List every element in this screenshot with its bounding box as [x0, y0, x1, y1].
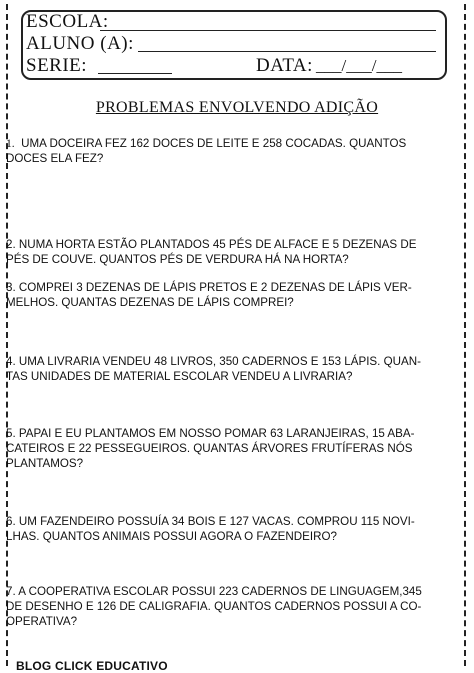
page-title: PROBLEMAS ENVOLVENDO ADIÇÃO [95, 99, 379, 116]
problem-number: 5. [6, 427, 16, 440]
problem-number: 6. [6, 515, 16, 528]
problem-text: TAS UNIDADES DE MATERIAL ESCOLAR VENDEU A LIVRARIA? [6, 370, 353, 383]
problem-number: 1. [6, 137, 15, 150]
problem-text: CATEIROS E 22 PESSEGUEIROS. QUANTAS ÁRVORES FRUTÍFERAS NÓS [6, 442, 413, 455]
problem-text: DOCES ELA FEZ? [6, 152, 104, 165]
problem-text: UMA DOCEIRA FEZ 162 DOCES DE LEITE E 258 COCADAS. QUANTOS [21, 137, 407, 150]
school-field[interactable] [100, 30, 436, 31]
student-label: ALUNO (A): [26, 33, 134, 54]
problem-2 [6, 237, 464, 267]
problem-6 [6, 514, 464, 544]
problem-3 [6, 280, 464, 310]
problem-number: 7. [6, 585, 16, 598]
problem-4 [6, 354, 464, 384]
problem-7 [6, 584, 464, 629]
problem-text: UM FAZENDEIRO POSSUÍA 34 BOIS E 127 VACAS. COMPROU 115 NOVI- [18, 515, 415, 528]
problem-number: 4. [6, 355, 16, 368]
school-label: ESCOLA: [26, 11, 109, 32]
grade-field[interactable] [98, 73, 172, 74]
grade-label: SERIE: [26, 55, 88, 76]
problem-text: LHAS. QUANTOS ANIMAIS POSSUI AGORA O FAZENDEIRO? [6, 530, 337, 543]
problem-text: PÉS DE COUVE. QUANTOS PÉS DE VERDURA HÁ NA HORTA? [6, 253, 349, 266]
date-field[interactable]: ___/___/___ [316, 56, 402, 75]
student-field[interactable] [138, 51, 436, 52]
problem-text: NUMA HORTA ESTÃO PLANTADOS 45 PÉS DE ALFACE E 5 DEZENAS DE [18, 238, 417, 251]
problem-text: MELHOS. QUANTAS DEZENAS DE LÁPIS COMPREI? [6, 296, 294, 309]
problem-1 [6, 136, 464, 166]
problem-number: 2. [6, 238, 16, 251]
problem-number: 3. [6, 281, 16, 294]
footer-credit: BLOG CLICK EDUCATIVO [16, 659, 168, 673]
problem-text: DE DESENHO E 126 DE CALIGRAFIA. QUANTOS CADERNOS POSSUI A CO- [6, 600, 422, 613]
problem-text: UMA LIVRARIA VENDEU 48 LIVROS, 350 CADERNOS E 153 LÁPIS. QUAN- [18, 355, 421, 368]
date-label: DATA: [256, 55, 313, 76]
problem-text: OPERATIVA? [6, 615, 78, 628]
problem-text: COMPREI 3 DEZENAS DE LÁPIS PRETOS E 2 DEZENAS DE LÁPIS VER- [18, 281, 412, 294]
problem-text: PAPAI E EU PLANTAMOS EM NOSSO POMAR 63 LARANJEIRAS, 15 ABA- [18, 427, 415, 440]
problem-text: PLANTAMOS? [6, 457, 84, 470]
problem-5 [6, 426, 464, 471]
problem-text: A COOPERATIVA ESCOLAR POSSUI 223 CADERNOS DE LINGUAGEM,345 [18, 585, 422, 598]
